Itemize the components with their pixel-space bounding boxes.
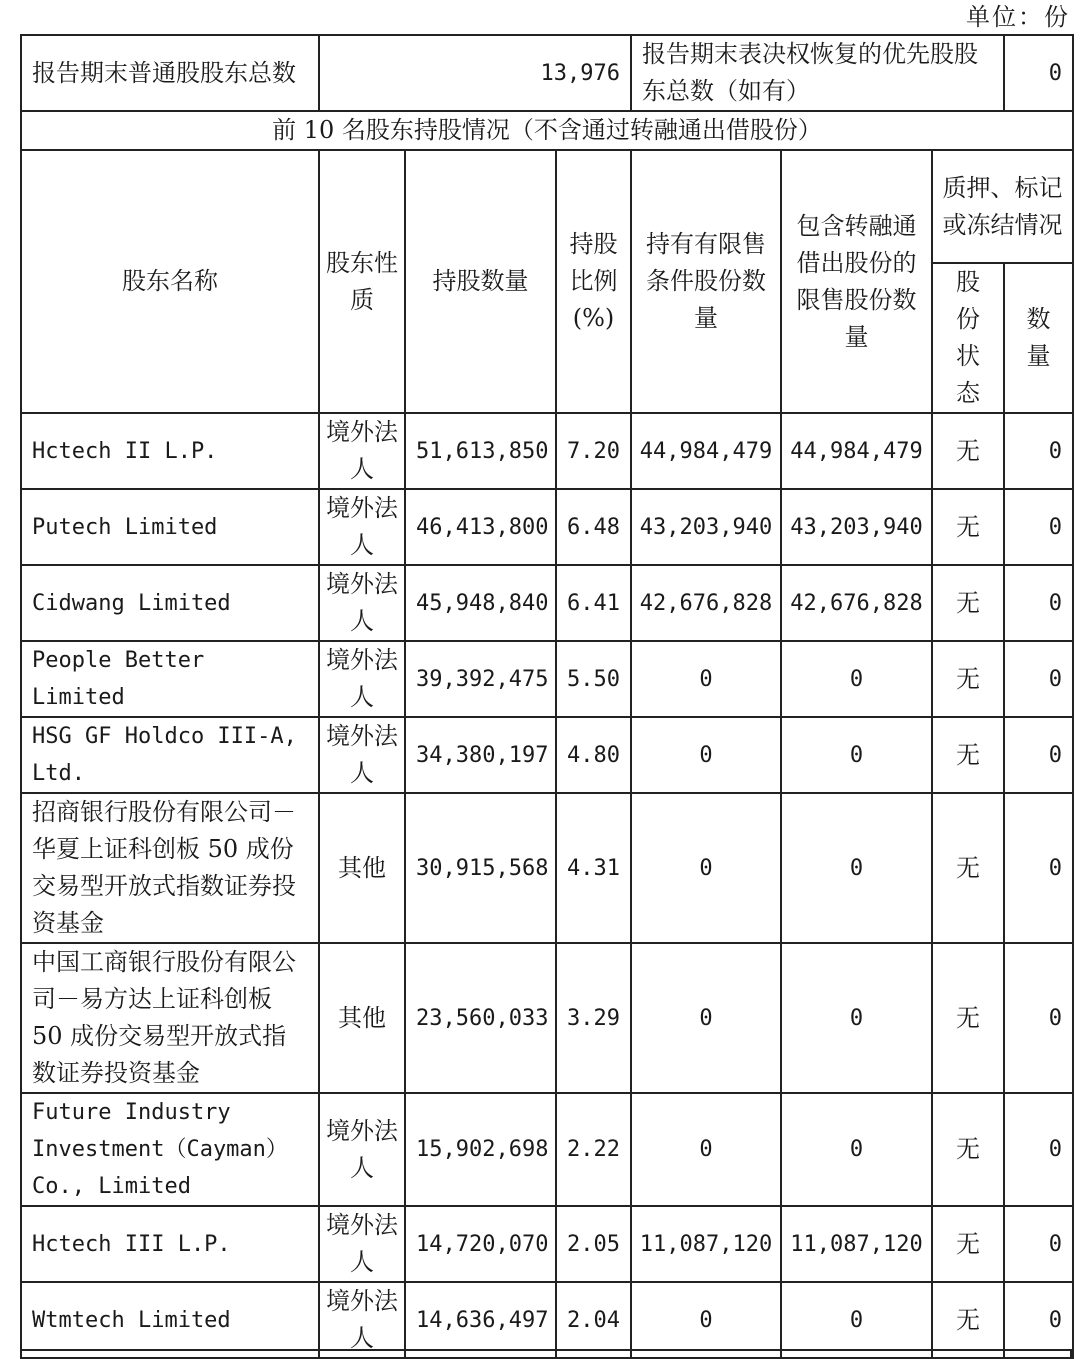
header-restricted-lent: 包含转融通借出股份的限售股份数量 (781, 150, 932, 413)
holder-name: Cidwang Limited (21, 565, 319, 641)
holder-shares: 14,720,070 (405, 1206, 556, 1282)
holder-nature: 境外法人 (319, 413, 405, 489)
holder-nature: 境外法人 (319, 1282, 405, 1358)
holder-restricted-lent: 42,676,828 (781, 565, 932, 641)
holder-pledge-status: 无 (932, 641, 1004, 717)
header-row-1 (21, 150, 1073, 263)
unit-label: 单位：份 (966, 3, 1070, 31)
holder-ratio: 5.50 (556, 641, 631, 717)
table-row (21, 943, 1073, 1093)
holder-name: HSG GF Holdco III-A, Ltd. (21, 717, 319, 793)
holder-shares: 15,902,698 (405, 1093, 556, 1206)
holder-pledge-status: 无 (932, 1093, 1004, 1206)
holder-pledge-status: 无 (932, 1282, 1004, 1358)
table-row (21, 1093, 1073, 1206)
holder-restricted-lent: 0 (781, 793, 932, 943)
holder-restricted-lent: 44,984,479 (781, 413, 932, 489)
holder-name: Future Industry Investment（Cayman） Co., Limited (21, 1093, 319, 1206)
header-pledge: 质押、标记或冻结情况 (932, 150, 1073, 263)
table-row (21, 793, 1073, 943)
section-title: 前 10 名股东持股情况（不含通过转融通出借股份） (21, 111, 1073, 150)
holder-nature: 境外法人 (319, 641, 405, 717)
holder-nature: 其他 (319, 943, 405, 1093)
section-title-row (21, 111, 1073, 150)
holder-pledge-qty: 0 (1004, 1093, 1073, 1206)
common-holders-label: 报告期末普通股股东总数 (21, 35, 319, 111)
preferred-holders-label: 报告期末表决权恢复的优先股股东总数（如有） (631, 35, 1004, 111)
holder-pledge-status: 无 (932, 717, 1004, 793)
holder-restricted: 11,087,120 (631, 1206, 781, 1282)
holder-name: Hctech III L.P. (21, 1206, 319, 1282)
holder-nature: 境外法人 (319, 565, 405, 641)
holder-pledge-status: 无 (932, 943, 1004, 1093)
holder-shares: 46,413,800 (405, 489, 556, 565)
holder-restricted: 0 (631, 641, 781, 717)
table-row (21, 717, 1073, 793)
holder-pledge-qty: 0 (1004, 943, 1073, 1093)
header-shares: 持股数量 (405, 150, 556, 413)
holder-restricted: 43,203,940 (631, 489, 781, 565)
holder-restricted: 0 (631, 1093, 781, 1206)
holder-ratio: 2.22 (556, 1093, 631, 1206)
header-ratio: 持股比例(%) (556, 150, 631, 413)
holder-shares: 30,915,568 (405, 793, 556, 943)
holder-ratio: 2.05 (556, 1206, 631, 1282)
holder-ratio: 4.31 (556, 793, 631, 943)
holder-pledge-status: 无 (932, 565, 1004, 641)
holder-shares: 14,636,497 (405, 1282, 556, 1358)
header-restricted: 持有有限售条件股份数量 (631, 150, 781, 413)
holder-name: 中国工商银行股份有限公司－易方达上证科创板 50 成份交易型开放式指数证券投资基金 (21, 943, 319, 1093)
holder-ratio: 7.20 (556, 413, 631, 489)
holder-restricted-lent: 43,203,940 (781, 489, 932, 565)
holder-restricted-lent: 11,087,120 (781, 1206, 932, 1282)
holder-restricted: 42,676,828 (631, 565, 781, 641)
holder-restricted: 0 (631, 717, 781, 793)
holder-restricted-lent: 0 (781, 1093, 932, 1206)
holder-restricted-lent: 0 (781, 641, 932, 717)
holder-shares: 39,392,475 (405, 641, 556, 717)
table-row (21, 1282, 1073, 1358)
holder-pledge-status: 无 (932, 489, 1004, 565)
holder-shares: 34,380,197 (405, 717, 556, 793)
holder-ratio: 6.48 (556, 489, 631, 565)
table-row (21, 565, 1073, 641)
holder-restricted-lent: 0 (781, 943, 932, 1093)
header-pledge-qty: 数量 (1004, 263, 1073, 413)
holder-nature: 其他 (319, 793, 405, 943)
holder-shares: 51,613,850 (405, 413, 556, 489)
table-row (21, 1206, 1073, 1282)
header-name: 股东名称 (21, 150, 319, 413)
table-row (21, 413, 1073, 489)
table-row (21, 489, 1073, 565)
shareholder-table (20, 34, 1074, 1359)
holder-nature: 境外法人 (319, 1206, 405, 1282)
holder-pledge-qty: 0 (1004, 1206, 1073, 1282)
holder-pledge-qty: 0 (1004, 1282, 1073, 1358)
next-table-edge (20, 1349, 1072, 1357)
holder-name: Putech Limited (21, 489, 319, 565)
holder-nature: 境外法人 (319, 717, 405, 793)
preferred-holders-value: 0 (1004, 35, 1073, 111)
header-nature: 股东性质 (319, 150, 405, 413)
holder-pledge-qty: 0 (1004, 641, 1073, 717)
holder-name: 招商银行股份有限公司－华夏上证科创板 50 成份交易型开放式指数证券投资基金 (21, 793, 319, 943)
holder-name: Hctech II L.P. (21, 413, 319, 489)
holder-restricted-lent: 0 (781, 1282, 932, 1358)
holder-ratio: 2.04 (556, 1282, 631, 1358)
header-pledge-status: 股份状态 (932, 263, 1004, 413)
holder-nature: 境外法人 (319, 489, 405, 565)
holder-name: Wtmtech Limited (21, 1282, 319, 1358)
holder-restricted: 0 (631, 1282, 781, 1358)
holder-name: People Better Limited (21, 641, 319, 717)
holder-restricted: 0 (631, 793, 781, 943)
holder-ratio: 6.41 (556, 565, 631, 641)
table-row (21, 641, 1073, 717)
holder-ratio: 4.80 (556, 717, 631, 793)
holder-pledge-qty: 0 (1004, 717, 1073, 793)
holder-shares: 45,948,840 (405, 565, 556, 641)
holder-ratio: 3.29 (556, 943, 631, 1093)
holder-pledge-status: 无 (932, 1206, 1004, 1282)
holder-pledge-qty: 0 (1004, 565, 1073, 641)
holder-pledge-status: 无 (932, 413, 1004, 489)
common-holders-value: 13,976 (319, 35, 631, 111)
holder-pledge-status: 无 (932, 793, 1004, 943)
summary-row (21, 35, 1073, 111)
holder-restricted: 0 (631, 943, 781, 1093)
holder-pledge-qty: 0 (1004, 413, 1073, 489)
holder-pledge-qty: 0 (1004, 793, 1073, 943)
holder-restricted: 44,984,479 (631, 413, 781, 489)
holder-restricted-lent: 0 (781, 717, 932, 793)
holder-pledge-qty: 0 (1004, 489, 1073, 565)
holder-shares: 23,560,033 (405, 943, 556, 1093)
holder-nature: 境外法人 (319, 1093, 405, 1206)
